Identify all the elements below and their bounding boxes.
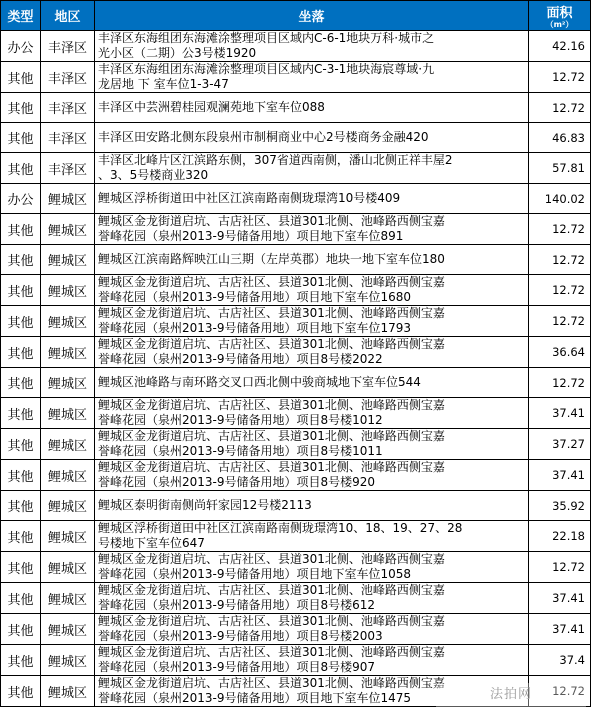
- address-line-2: 誉峰花园（泉州2013-9号储备用地）项目8号楼1012: [98, 413, 383, 427]
- address-line-2: 龙居地 下 室车位1-3-47: [98, 77, 229, 91]
- header-size-unit: （m²）: [545, 20, 574, 29]
- cell-type: 办公: [1, 184, 41, 214]
- table-row: [1, 184, 591, 214]
- address-line-2: 誉峰花园（泉州2013-9号储备用地）项目8号楼2022: [98, 352, 383, 366]
- cell-location: [95, 275, 529, 306]
- cell-size: 37.41: [529, 398, 591, 429]
- cell-type: 其他: [1, 552, 41, 583]
- cell-type: 其他: [1, 245, 41, 275]
- cell-location: [95, 306, 529, 337]
- cell-area: 鲤城区: [41, 184, 95, 214]
- cell-size: 37.41: [529, 614, 591, 645]
- address-line-1: 丰泽区东海组团东海滩涂整理项目区域内C-3-1地块海宸尊域·九: [98, 62, 435, 76]
- cell-size: 35.92: [529, 491, 591, 521]
- address-line-2: 誉峰花园（泉州2013-9号储备用地）项目地下室车位891: [98, 229, 404, 243]
- cell-location: [95, 31, 529, 62]
- table-row: [1, 123, 591, 153]
- cell-type: 办公: [1, 31, 41, 62]
- table-row: [1, 306, 591, 337]
- cell-size: 12.72: [529, 306, 591, 337]
- header-size: [529, 1, 591, 31]
- cell-size: 12.72: [529, 368, 591, 398]
- address-line-1: 丰泽区田安路北侧东段泉州市制桐商业中心2号楼商务金融420: [98, 130, 429, 144]
- cell-size: 42.16: [529, 31, 591, 62]
- cell-area: 鲤城区: [41, 521, 95, 552]
- cell-area: 丰泽区: [41, 93, 95, 123]
- cell-type: 其他: [1, 676, 41, 707]
- address-line-2: 誉峰花园（泉州2013-9号储备用地）项目地下室车位1680: [98, 290, 412, 304]
- cell-size: 37.41: [529, 583, 591, 614]
- cell-type: 其他: [1, 645, 41, 676]
- cell-type: 其他: [1, 521, 41, 552]
- table-row: [1, 337, 591, 368]
- cell-size: 57.81: [529, 153, 591, 184]
- cell-area: 鲤城区: [41, 429, 95, 460]
- cell-type: 其他: [1, 583, 41, 614]
- address-line-1: 丰泽区东海组团东海滩涂整理项目区域内C-6-1地块万科·城市之: [98, 31, 435, 45]
- address-line-1: 鲤城区金龙街道启坑、古店社区、县道301北侧、池峰路西侧宝嘉: [98, 460, 445, 474]
- table-row: [1, 460, 591, 491]
- cell-size: 36.64: [529, 337, 591, 368]
- cell-size: 12.72: [529, 275, 591, 306]
- cell-type: 其他: [1, 275, 41, 306]
- table-row: [1, 552, 591, 583]
- cell-type: 其他: [1, 398, 41, 429]
- address-line-2: 誉峰花园（泉州2013-9号储备用地）项目8号楼1011: [98, 444, 383, 458]
- address-line-2: 、3、5号楼商业320: [98, 168, 209, 182]
- table-row: [1, 614, 591, 645]
- cell-type: 其他: [1, 214, 41, 245]
- table-row: [1, 429, 591, 460]
- cell-area: 鲤城区: [41, 337, 95, 368]
- header-row: [1, 1, 591, 31]
- cell-location: [95, 583, 529, 614]
- cell-location: [95, 460, 529, 491]
- address-line-2: 誉峰花园（泉州2013-9号储备用地）项目地下室车位1475: [98, 691, 412, 705]
- cell-location: [95, 614, 529, 645]
- cell-type: 其他: [1, 614, 41, 645]
- header-location: 坐落: [95, 1, 529, 31]
- header-area: 地区: [41, 1, 95, 31]
- header-type: 类型: [1, 1, 41, 31]
- cell-location: [95, 245, 529, 275]
- cell-size: 22.18: [529, 521, 591, 552]
- cell-location: [95, 398, 529, 429]
- cell-location: [95, 123, 529, 153]
- cell-type: 其他: [1, 306, 41, 337]
- address-line-1: 鲤城区江滨南路辉映江山三期（左岸英郡）地块一地下室车位180: [98, 252, 445, 266]
- table-row: [1, 93, 591, 123]
- table-row: [1, 645, 591, 676]
- cell-area: 丰泽区: [41, 153, 95, 184]
- address-line-1: 鲤城区金龙街道启坑、古店社区、县道301北侧、池峰路西侧宝嘉: [98, 214, 445, 228]
- cell-area: 鲤城区: [41, 275, 95, 306]
- address-line-1: 鲤城区金龙街道启坑、古店社区、县道301北侧、池峰路西侧宝嘉: [98, 306, 445, 320]
- cell-size: 12.72: [529, 93, 591, 123]
- table-row: [1, 62, 591, 93]
- cell-area: 鲤城区: [41, 583, 95, 614]
- cell-location: [95, 62, 529, 93]
- address-line-1: 鲤城区金龙街道启坑、古店社区、县道301北侧、池峰路西侧宝嘉: [98, 337, 445, 351]
- cell-size: 12.72: [529, 552, 591, 583]
- table-row: [1, 245, 591, 275]
- cell-type: 其他: [1, 123, 41, 153]
- cell-area: 鲤城区: [41, 306, 95, 337]
- address-line-1: 鲤城区金龙街道启坑、古店社区、县道301北侧、池峰路西侧宝嘉: [98, 645, 445, 659]
- cell-type: 其他: [1, 62, 41, 93]
- cell-size: 37.41: [529, 460, 591, 491]
- cell-area: 鲤城区: [41, 645, 95, 676]
- address-line-1: 鲤城区金龙街道启坑、古店社区、县道301北侧、池峰路西侧宝嘉: [98, 583, 445, 597]
- cell-location: [95, 337, 529, 368]
- address-line-1: 鲤城区浮桥街道田中社区江滨南路南侧珑璟湾10、18、19、27、28: [98, 521, 463, 535]
- cell-type: 其他: [1, 491, 41, 521]
- cell-type: 其他: [1, 153, 41, 184]
- cell-area: 鲤城区: [41, 552, 95, 583]
- cell-location: [95, 214, 529, 245]
- cell-area: 鲤城区: [41, 491, 95, 521]
- address-line-1: 鲤城区金龙街道启坑、古店社区、县道301北侧、池峰路西侧宝嘉: [98, 552, 445, 566]
- address-line-2: 誉峰花园（泉州2013-9号储备用地）项目8号楼920: [98, 475, 376, 489]
- cell-size: 140.02: [529, 184, 591, 214]
- address-line-1: 鲤城区泰明街南侧尚轩家园12号楼2113: [98, 498, 312, 512]
- cell-location: [95, 552, 529, 583]
- table-row: [1, 398, 591, 429]
- cell-type: 其他: [1, 368, 41, 398]
- address-line-1: 鲤城区金龙街道启坑、古店社区、县道301北侧、池峰路西侧宝嘉: [98, 676, 445, 690]
- table-row: [1, 368, 591, 398]
- cell-location: [95, 491, 529, 521]
- table-row: [1, 275, 591, 306]
- cell-location: [95, 93, 529, 123]
- address-line-2: 誉峰花园（泉州2013-9号储备用地）项目地下室车位1058: [98, 567, 412, 581]
- cell-size: 37.4: [529, 645, 591, 676]
- address-line-1: 鲤城区池峰路与南环路交叉口西北侧中骏商城地下室车位544: [98, 375, 421, 389]
- header-size-label: 面积: [546, 6, 573, 21]
- address-line-2: 誉峰花园（泉州2013-9号储备用地）项目8号楼612: [98, 598, 376, 612]
- cell-size: 12.72: [529, 214, 591, 245]
- address-line-2: 誉峰花园（泉州2013-9号储备用地）项目8号楼2003: [98, 629, 383, 643]
- address-line-2: 誉峰花园（泉州2013-9号储备用地）项目地下室车位1793: [98, 321, 412, 335]
- cell-size: 12.72: [529, 676, 591, 707]
- cell-area: 鲤城区: [41, 676, 95, 707]
- table-row: [1, 583, 591, 614]
- cell-location: [95, 153, 529, 184]
- cell-area: 丰泽区: [41, 31, 95, 62]
- table-row: [1, 214, 591, 245]
- cell-type: 其他: [1, 460, 41, 491]
- watermark: 法拍网: [436, 683, 586, 707]
- cell-location: [95, 645, 529, 676]
- cell-location: [95, 368, 529, 398]
- cell-area: 丰泽区: [41, 62, 95, 93]
- address-line-2: 誉峰花园（泉州2013-9号储备用地）项目8号楼907: [98, 660, 376, 674]
- address-line-2: 号楼地下室车位647: [98, 536, 205, 550]
- address-line-1: 丰泽区中芸洲碧桂园观澜苑地下室车位088: [98, 100, 325, 114]
- cell-area: 鲤城区: [41, 460, 95, 491]
- table-row: [1, 153, 591, 184]
- cell-area: 鲤城区: [41, 398, 95, 429]
- address-line-1: 鲤城区浮桥街道田中社区江滨南路南侧珑璟湾10号楼409: [98, 191, 401, 205]
- cell-location: [95, 184, 529, 214]
- table-row: [1, 491, 591, 521]
- address-line-2: 光小区（二期）公3号楼1920: [98, 46, 257, 60]
- cell-area: 鲤城区: [41, 614, 95, 645]
- cell-type: 其他: [1, 93, 41, 123]
- cell-area: 鲤城区: [41, 214, 95, 245]
- cell-area: 鲤城区: [41, 368, 95, 398]
- cell-area: 鲤城区: [41, 245, 95, 275]
- cell-area: 丰泽区: [41, 123, 95, 153]
- address-line-1: 丰泽区北峰片区江滨路东侧，307省道西南侧，潘山北侧正祥丰屋2: [98, 153, 453, 167]
- cell-type: 其他: [1, 429, 41, 460]
- address-line-1: 鲤城区金龙街道启坑、古店社区、县道301北侧、池峰路西侧宝嘉: [98, 429, 445, 443]
- table-row: [1, 31, 591, 62]
- cell-size: 12.72: [529, 245, 591, 275]
- cell-size: 12.72: [529, 62, 591, 93]
- cell-location: [95, 429, 529, 460]
- cell-size: 37.27: [529, 429, 591, 460]
- table-row: [1, 521, 591, 552]
- cell-type: 其他: [1, 337, 41, 368]
- cell-size: 46.83: [529, 123, 591, 153]
- address-line-1: 鲤城区金龙街道启坑、古店社区、县道301北侧、池峰路西侧宝嘉: [98, 275, 445, 289]
- address-line-1: 鲤城区金龙街道启坑、古店社区、县道301北侧、池峰路西侧宝嘉: [98, 398, 445, 412]
- address-line-1: 鲤城区金龙街道启坑、古店社区、县道301北侧、池峰路西侧宝嘉: [98, 614, 445, 628]
- cell-location: [95, 521, 529, 552]
